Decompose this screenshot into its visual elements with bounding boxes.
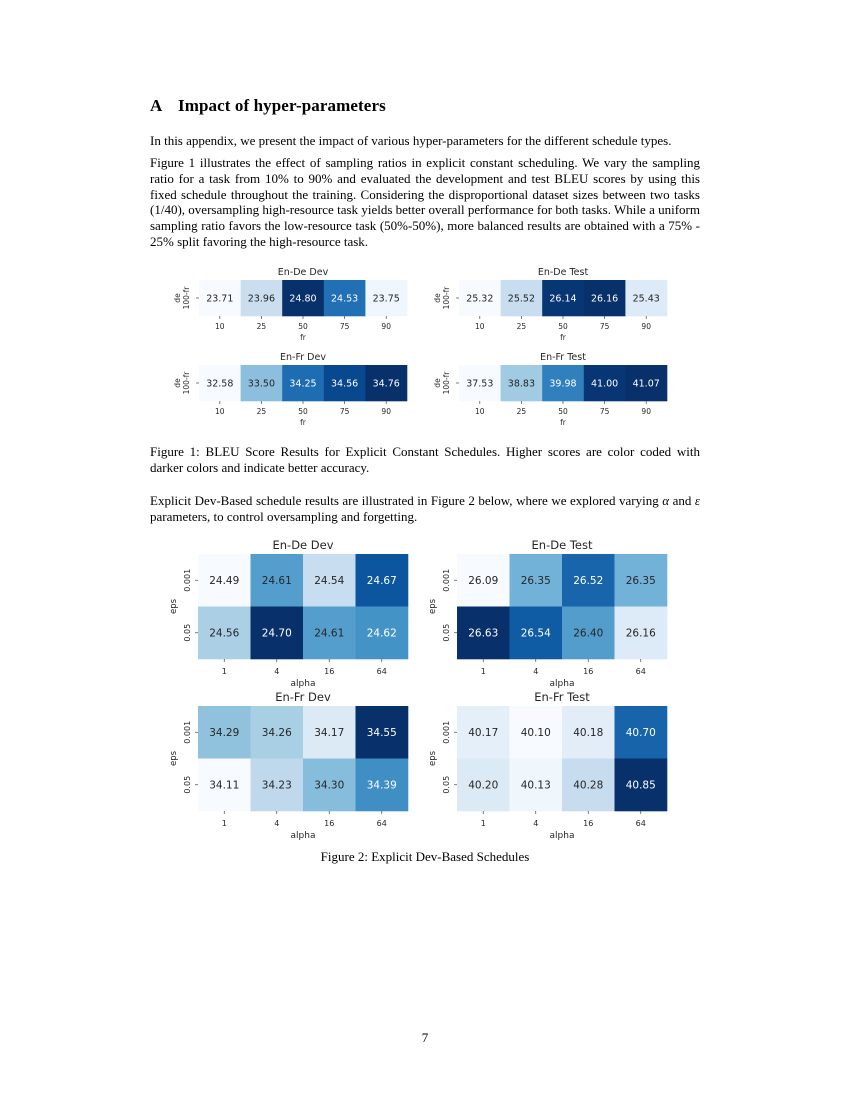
cell-value-label: 37.53 <box>466 378 494 390</box>
cell-value-label: 24.70 <box>261 627 292 640</box>
cell-value-label: 26.52 <box>573 575 604 588</box>
x-axis-label: fr <box>300 418 306 427</box>
cell-value-label: 40.85 <box>625 779 656 792</box>
x-tick-label: 10 <box>215 407 225 416</box>
x-tick-label: 25 <box>516 322 527 331</box>
cell-value-label: 34.26 <box>261 727 292 740</box>
x-tick-label: 90 <box>381 322 391 331</box>
x-tick-label: 10 <box>475 322 485 331</box>
x-tick-label: 25 <box>516 407 527 416</box>
y-axis-label: de <box>173 378 182 388</box>
cell-value-label: 24.61 <box>314 627 345 640</box>
y-tick-label: 0.001 <box>183 568 192 592</box>
x-tick-label: 50 <box>558 322 568 331</box>
heatmap-title: En-De Test <box>537 267 589 278</box>
cell-value-label: 34.11 <box>209 779 240 792</box>
x-tick-label: 64 <box>376 667 387 676</box>
figure1-caption: Figure 1: BLEU Score Results for Explicit Constant Schedules. Higher scores are color coded with darker colors and indicate better accuracy. <box>150 444 700 475</box>
heatmap-title: En-De Dev <box>272 538 334 552</box>
x-tick-label: 50 <box>298 322 308 331</box>
cell-value-label: 40.17 <box>468 727 499 740</box>
cell-value-label: 26.54 <box>520 627 551 640</box>
x-tick-label: 75 <box>339 407 350 416</box>
cell-value-label: 26.09 <box>468 575 499 588</box>
x-tick-label: 16 <box>324 819 335 828</box>
cell-value-label: 26.63 <box>468 627 499 640</box>
cell-value-label: 25.52 <box>507 293 536 305</box>
y-axis-label: 100-fr <box>442 371 451 395</box>
cell-value-label: 24.80 <box>289 293 317 305</box>
cell-value-label: 40.20 <box>468 779 499 792</box>
cell-value-label: 23.75 <box>372 293 400 305</box>
cell-value-label: 33.50 <box>247 378 276 390</box>
cell-value-label: 26.16 <box>625 627 656 640</box>
cell-value-label: 34.29 <box>209 727 240 740</box>
x-axis-label: alpha <box>290 679 316 689</box>
fig1-ende-test-heatmap <box>433 267 667 342</box>
cell-value-label: 40.28 <box>573 779 604 792</box>
cell-value-label: 40.13 <box>520 779 551 792</box>
y-tick-label: 0.001 <box>442 720 451 744</box>
intro-paragraph: In this appendix, we present the impact of various hyper-parameters for the different schedule types. <box>150 133 672 148</box>
cell-value-label: 40.70 <box>625 727 656 740</box>
y-tick-label: 0.05 <box>442 775 451 794</box>
x-tick-label: 16 <box>324 667 335 676</box>
y-axis-label: eps <box>169 598 179 615</box>
cell-value-label: 24.61 <box>261 575 292 588</box>
x-tick-label: 64 <box>376 819 387 828</box>
cell-value-label: 34.17 <box>314 727 345 740</box>
cell-value-label: 34.76 <box>372 378 400 390</box>
cell-value-label: 40.18 <box>573 727 604 740</box>
section-number: A <box>150 96 163 115</box>
x-tick-label: 64 <box>635 819 646 828</box>
cell-value-label: 26.40 <box>573 627 604 640</box>
x-tick-label: 10 <box>215 322 225 331</box>
x-tick-label: 4 <box>274 667 280 676</box>
y-axis-label: de <box>433 378 442 388</box>
cell-value-label: 23.96 <box>247 293 276 305</box>
figure2-paragraph-and: and <box>669 493 695 508</box>
y-tick-label: 0.05 <box>183 623 192 642</box>
x-tick-label: 25 <box>256 322 267 331</box>
cell-value-label: 34.25 <box>289 378 317 390</box>
x-tick-label: 75 <box>599 322 610 331</box>
y-axis-label: 100-fr <box>442 286 451 310</box>
x-tick-label: 75 <box>339 322 350 331</box>
cell-value-label: 38.83 <box>507 378 536 390</box>
x-tick-label: 4 <box>274 819 280 828</box>
cell-value-label: 25.43 <box>632 293 660 305</box>
x-axis-label: alpha <box>290 831 316 841</box>
cell-value-label: 41.07 <box>632 378 660 390</box>
y-tick-label: 0.05 <box>442 623 451 642</box>
x-axis-label: fr <box>560 333 566 342</box>
x-tick-label: 1 <box>221 667 227 676</box>
x-tick-label: 4 <box>533 667 539 676</box>
cell-value-label: 34.30 <box>314 779 345 792</box>
x-tick-label: 50 <box>298 407 308 416</box>
cell-value-label: 34.55 <box>366 727 397 740</box>
y-axis-label: 100-fr <box>182 286 191 310</box>
fig2-enfr-dev-heatmap <box>169 690 408 841</box>
x-axis-label: alpha <box>549 831 575 841</box>
cell-value-label: 26.35 <box>520 575 551 588</box>
fig2-ende-test-heatmap <box>428 538 667 689</box>
y-axis-label: de <box>173 293 182 303</box>
x-tick-label: 1 <box>480 819 486 828</box>
cell-value-label: 24.67 <box>366 575 397 588</box>
cell-value-label: 24.56 <box>209 627 240 640</box>
cell-value-label: 24.62 <box>366 627 397 640</box>
cell-value-label: 26.35 <box>625 575 656 588</box>
epsilon-symbol: ε <box>694 493 701 508</box>
x-tick-label: 16 <box>583 667 594 676</box>
fig2-enfr-test-heatmap <box>428 690 667 841</box>
x-tick-label: 64 <box>635 667 646 676</box>
x-tick-label: 90 <box>641 407 651 416</box>
heatmap-title: En-Fr Test <box>534 690 590 704</box>
x-tick-label: 50 <box>558 407 568 416</box>
heatmap-title: En-Fr Dev <box>280 352 326 363</box>
figure2-caption: Figure 2: Explicit Dev-Based Schedules <box>320 849 530 864</box>
x-tick-label: 90 <box>381 407 391 416</box>
x-tick-label: 90 <box>641 322 651 331</box>
cell-value-label: 34.56 <box>330 378 359 390</box>
y-tick-label: 0.05 <box>183 775 192 794</box>
y-tick-label: 0.001 <box>183 720 192 744</box>
figure2-paragraph <box>150 493 700 525</box>
cell-value-label: 32.58 <box>206 378 234 390</box>
figure1-paragraph: Figure 1 illustrates the effect of sampling ratios in explicit constant scheduling. We vary the sampling ratio for a task from 10% to 90% and evaluated the development and test BLEU scores by using this fixed schedule throughout the training. Considering the disproportional dataset sizes between two tasks (1/40), oversampling high-resource task yields better overall performance for both tasks. While a uniform sampling ratio favors the low-resource task (50%-50%), more balanced results are obtained with a 75% - 25% split favoring the high-resource task. <box>150 155 700 249</box>
x-tick-label: 16 <box>583 819 594 828</box>
y-axis-label: de <box>433 293 442 303</box>
heatmap-title: En-Fr Dev <box>275 690 331 704</box>
cell-value-label: 24.49 <box>209 575 240 588</box>
x-tick-label: 4 <box>533 819 539 828</box>
cell-value-label: 25.32 <box>466 293 494 305</box>
cell-value-label: 26.16 <box>590 293 619 305</box>
fig1-ende-dev-heatmap <box>173 267 407 342</box>
fig2-ende-dev-heatmap <box>169 538 408 689</box>
cell-value-label: 26.14 <box>549 293 577 305</box>
cell-value-label: 23.71 <box>206 293 234 305</box>
x-tick-label: 10 <box>475 407 485 416</box>
y-axis-label: 100-fr <box>182 371 191 395</box>
y-axis-label: eps <box>428 598 438 615</box>
x-axis-label: fr <box>560 418 566 427</box>
cell-value-label: 34.23 <box>261 779 292 792</box>
cell-value-label: 39.98 <box>549 378 577 390</box>
x-tick-label: 75 <box>599 407 610 416</box>
cell-value-label: 40.10 <box>520 727 551 740</box>
y-axis-label: eps <box>169 750 179 767</box>
x-tick-label: 1 <box>221 819 227 828</box>
figure2-paragraph-start: Explicit Dev-Based schedule results are illustrated in Figure 2 below, where we explored varying <box>150 493 663 508</box>
figure2-paragraph-end: parameters, to control oversampling and forgetting. <box>150 508 418 524</box>
cell-value-label: 24.53 <box>330 293 359 305</box>
fig1-enfr-test-heatmap <box>433 352 667 427</box>
cell-value-label: 41.00 <box>590 378 619 390</box>
x-axis-label: alpha <box>549 679 575 689</box>
alpha-symbol: α <box>662 493 670 508</box>
x-axis-label: fr <box>300 333 306 342</box>
y-tick-label: 0.001 <box>442 568 451 592</box>
heatmap-title: En-De Dev <box>277 267 329 278</box>
y-axis-label: eps <box>428 750 438 767</box>
page-number: 7 <box>421 1030 429 1045</box>
x-tick-label: 25 <box>256 407 267 416</box>
section-title-text: Impact of hyper-parameters <box>178 96 386 115</box>
cell-value-label: 24.54 <box>314 575 345 588</box>
x-tick-label: 1 <box>480 667 486 676</box>
heatmap-title: En-Fr Test <box>540 352 586 363</box>
cell-value-label: 34.39 <box>366 779 397 792</box>
heatmap-title: En-De Test <box>531 538 593 552</box>
fig1-enfr-dev-heatmap <box>173 352 407 427</box>
